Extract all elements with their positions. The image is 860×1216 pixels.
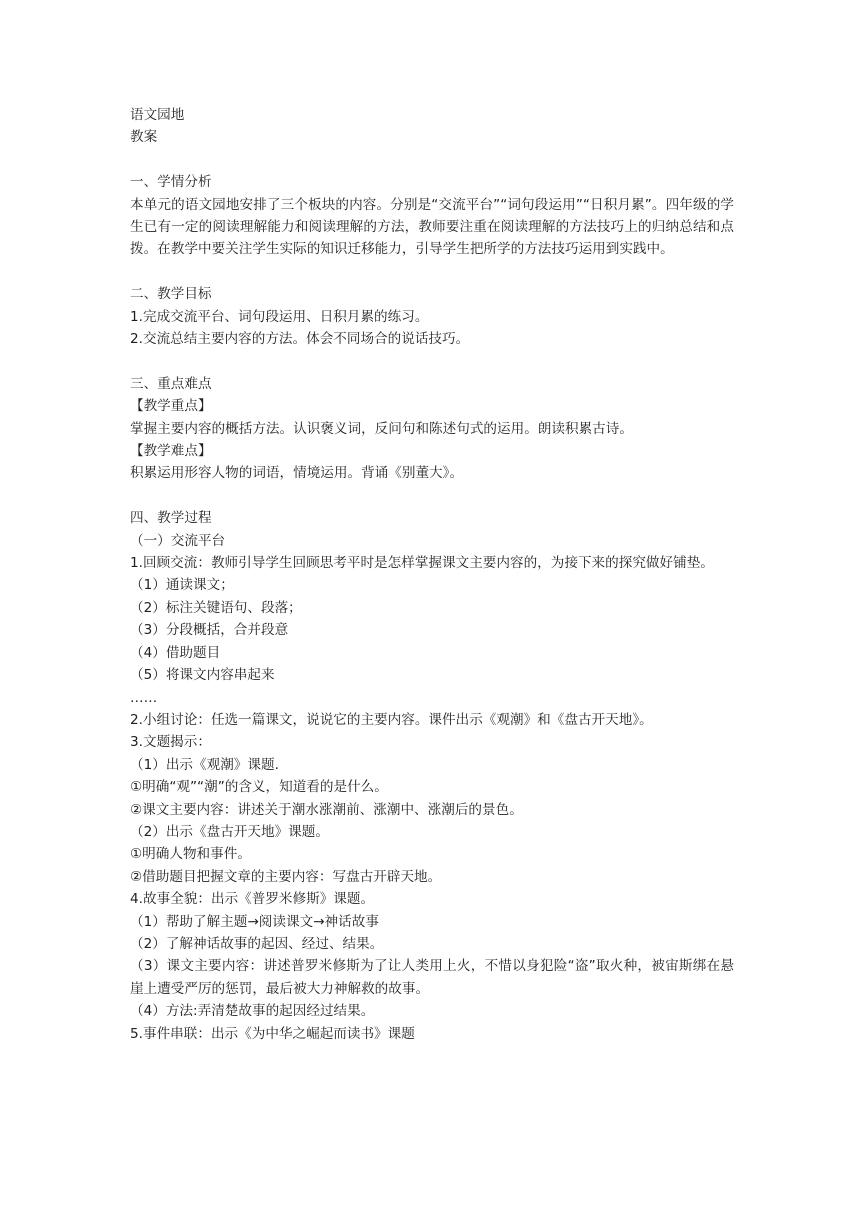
difficulty-label: 【教学难点】 bbox=[130, 443, 212, 460]
process-line: ①明确人物和事件。 bbox=[130, 846, 251, 863]
process-line: 3.文题揭示： bbox=[130, 734, 211, 751]
process-line: （一）交流平台 bbox=[130, 532, 226, 549]
goal-item: 1.完成交流平台、词句段运用、日积月累的练习。 bbox=[130, 308, 429, 325]
doc-title: 语文园地 bbox=[130, 107, 185, 123]
process-line: （2）出示《盘古开天地》课题。 bbox=[130, 823, 329, 840]
process-line: （4）方法:弄清楚故事的起因经过结果。 bbox=[130, 1003, 375, 1020]
process-line: 2.小组讨论：任选一篇课文，说说它的主要内容。课件出示《观潮》和《盘古开天地》。 bbox=[130, 711, 653, 728]
spacer bbox=[130, 350, 734, 372]
process-line: 5.事件串联：出示《为中华之崛起而读书》课题 bbox=[130, 1025, 415, 1042]
focus-label: 【教学重点】 bbox=[130, 398, 212, 415]
document-body bbox=[130, 104, 734, 1045]
process-line: （2）标注关键语句、段落； bbox=[130, 599, 302, 616]
process-line: （1）通读课文； bbox=[130, 577, 234, 594]
process-line: 1.回顾交流：教师引导学生回顾思考平时是怎样掌握课文主要内容的，为接下来的探究做好铺垫。 bbox=[130, 555, 714, 572]
doc-subtitle: 教案 bbox=[130, 129, 158, 146]
section-heading-analysis: 一、学情分析 bbox=[130, 174, 212, 191]
difficulty-text: 积累运用形容人物的词语，情境运用。背诵《别董大》。 bbox=[130, 465, 464, 482]
process-line: ②课文主要内容：讲述关于潮水涨潮前、涨潮中、涨潮后的景色。 bbox=[130, 801, 523, 818]
focus-text: 掌握主要内容的概括方法。认识褒义词，反问句和陈述句式的运用。朗读积累古诗。 bbox=[130, 420, 633, 437]
spacer bbox=[130, 149, 734, 171]
process-line: ①明确“观”“潮”的含义，知道看的是什么。 bbox=[130, 779, 388, 796]
process-line: ②借助题目把握文章的主要内容：写盘古开辟天地。 bbox=[130, 868, 442, 885]
process-line: （1）帮助了解主题→阅读课文→神话故事 bbox=[130, 913, 379, 930]
process-line: （1）出示《观潮》课题. bbox=[130, 756, 279, 773]
section-heading-goals: 二、教学目标 bbox=[130, 286, 212, 303]
section-heading-keypoints: 三、重点难点 bbox=[130, 375, 212, 392]
process-line: （5）将课文内容串起来 bbox=[130, 667, 275, 684]
goal-item: 2.交流总结主要内容的方法。体会不同场合的说话技巧。 bbox=[130, 331, 470, 348]
spacer bbox=[130, 485, 734, 507]
analysis-paragraph: 本单元的语文园地安排了三个板块的内容。分别是“交流平台”“词句段运用”“日积月累”。四年级的学生已有一定的阅读理解能力和阅读理解的方法，教师要注重在阅读理解的方法技巧上的归纳总结和点拨。在教学中要关注学生实际的知识迁移能力，引导学生把所学的方法技巧运用到实践中。 bbox=[130, 196, 734, 258]
process-line: …… bbox=[130, 689, 158, 706]
process-line: 4.故事全貌：出示《普罗米修斯》课题。 bbox=[130, 891, 375, 908]
process-line: （3）分段概括，合并段意 bbox=[130, 622, 289, 639]
section-heading-process: 四、教学过程 bbox=[130, 510, 212, 527]
process-line: （3）课文主要内容：讲述普罗米修斯为了让人类用上火，不惜以身犯险“盗”取火种，被宙斯绑在悬崖上遭受严厉的惩罚，最后被大力神解救的故事。 bbox=[130, 958, 734, 997]
process-line: （4）借助题目 bbox=[130, 644, 221, 661]
spacer bbox=[130, 261, 734, 283]
process-line: （2）了解神话故事的起因、经过、结果。 bbox=[130, 935, 384, 952]
